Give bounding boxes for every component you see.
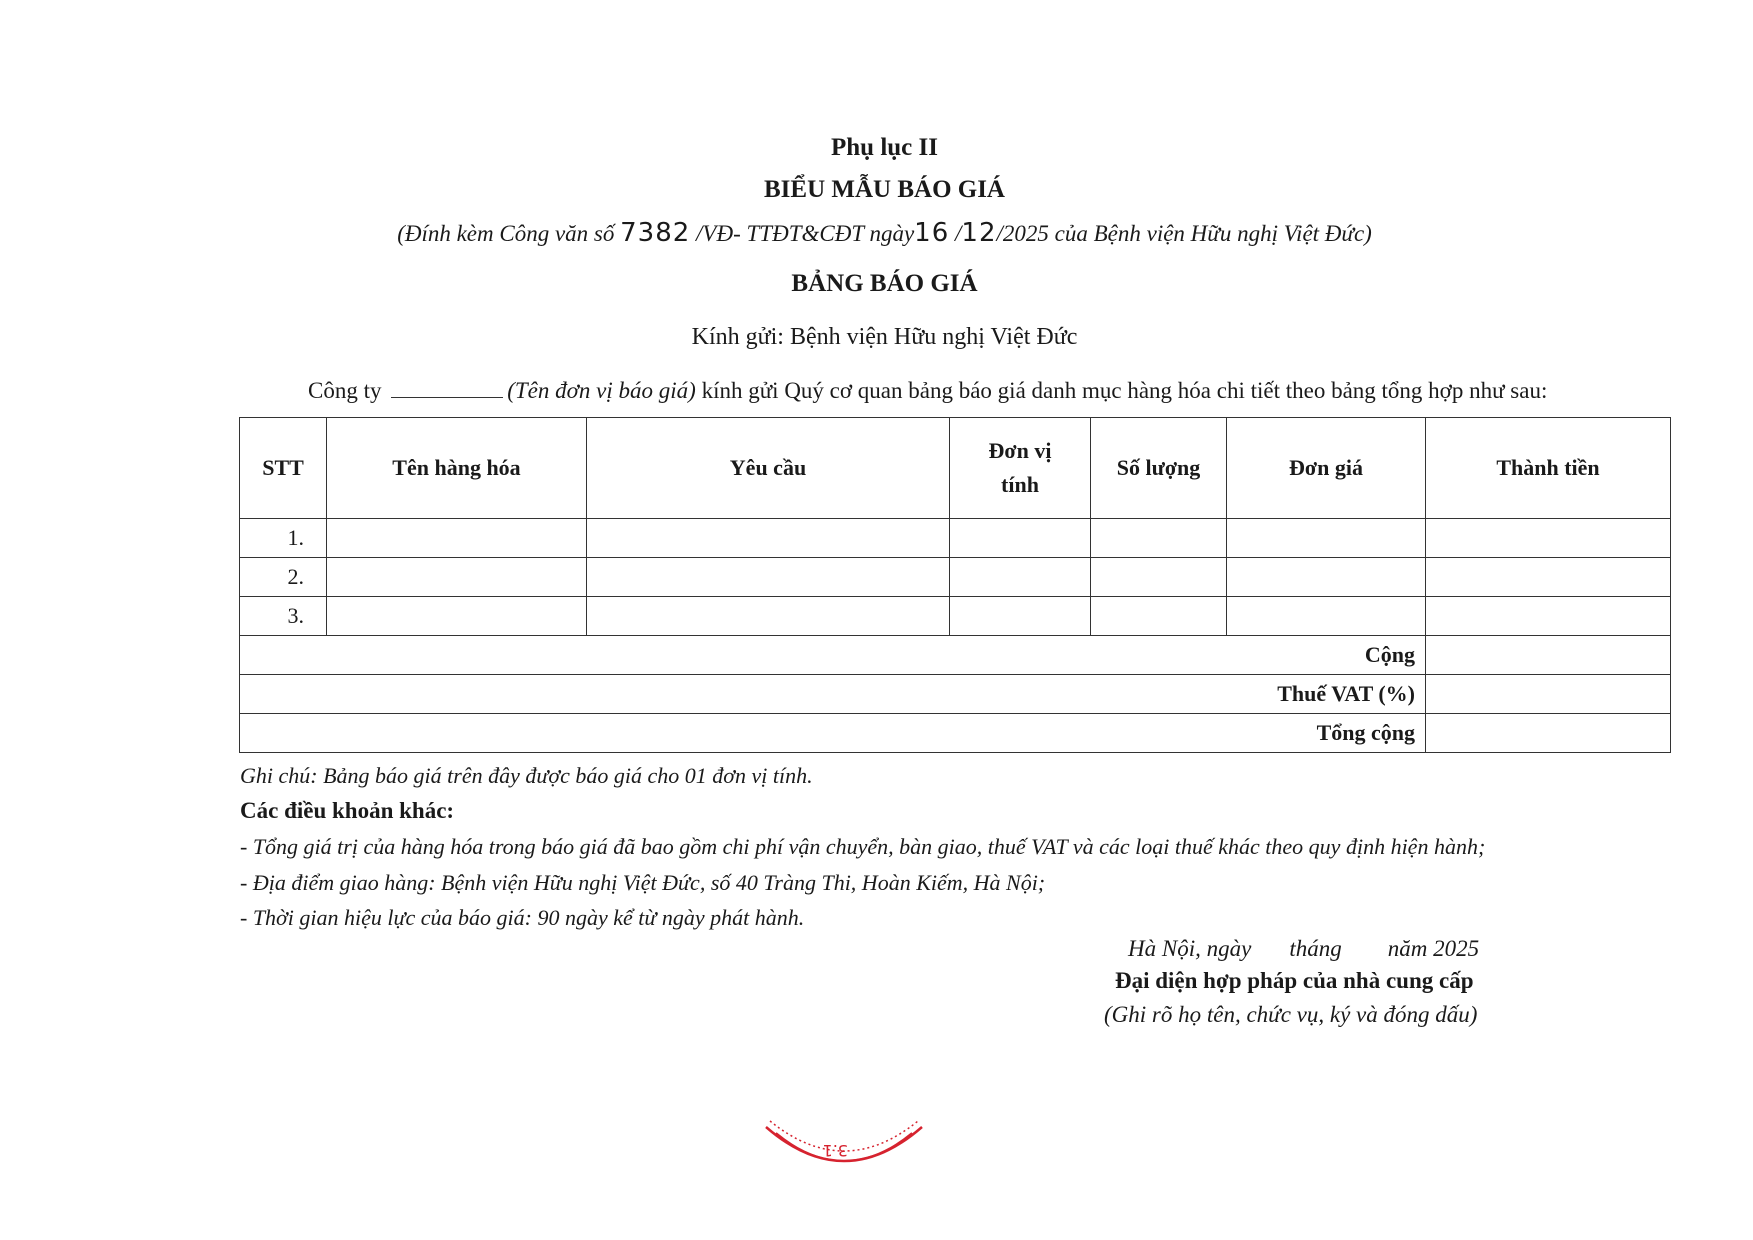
table-row	[240, 597, 1671, 636]
header-unit	[950, 418, 1091, 519]
intro-paragraph	[308, 378, 1547, 404]
term-item: - Địa điểm giao hàng: Bệnh viện Hữu nghị Việt Đức, số 40 Tràng Thi, Hoàn Kiếm, Hà Nội;	[240, 870, 1046, 895]
cell-requirement[interactable]	[587, 519, 950, 558]
header-stt: STT	[240, 418, 327, 519]
form-title: BIỂU MẪU BÁO GIÁ	[764, 176, 1005, 203]
total-row	[240, 714, 1671, 753]
handwritten-doc-number: 7382	[620, 218, 691, 248]
cell-amount[interactable]	[1426, 519, 1671, 558]
cell-quantity[interactable]	[1091, 558, 1227, 597]
handwritten-month: 12	[961, 218, 997, 248]
cell-unit[interactable]	[950, 597, 1091, 636]
header-amount: Thành tiền	[1426, 418, 1671, 519]
header-unit-line2: tính	[1001, 472, 1039, 497]
header-quantity: Số lượng	[1091, 418, 1227, 519]
term-item: - Thời gian hiệu lực của báo giá: 90 ngày kể từ ngày phát hành.	[240, 905, 805, 930]
total-value[interactable]	[1426, 714, 1671, 753]
cell-name[interactable]	[327, 519, 587, 558]
stamp-text: 3.1	[822, 1141, 848, 1160]
addressee: Kính gửi: Bệnh viện Hữu nghị Việt Đức	[691, 324, 1078, 350]
table-header-row	[240, 418, 1671, 519]
cell-amount[interactable]	[1426, 558, 1671, 597]
table-note: Ghi chú: Bảng báo giá trên đây được báo giá cho 01 đơn vị tính.	[240, 763, 813, 788]
cell-name[interactable]	[327, 558, 587, 597]
cell-unit-price[interactable]	[1227, 519, 1426, 558]
cell-amount[interactable]	[1426, 597, 1671, 636]
total-label: Tổng cộng	[240, 714, 1426, 753]
attached-suffix: /2025 của Bệnh viện Hữu nghị Việt Đức)	[996, 221, 1372, 246]
cell-quantity[interactable]	[1091, 597, 1227, 636]
terms-heading: Các điều khoản khác:	[240, 798, 455, 823]
subtotal-label: Cộng	[240, 636, 1426, 675]
row-stt: 1.	[240, 519, 327, 558]
intro-italic: (Tên đơn vị báo giá)	[507, 378, 696, 403]
cell-unit[interactable]	[950, 519, 1091, 558]
vat-value[interactable]	[1426, 675, 1671, 714]
quote-title: BẢNG BÁO GIÁ	[791, 270, 978, 297]
handwritten-day: 16	[914, 218, 950, 248]
attached-reference	[8, 218, 1753, 248]
red-stamp-fragment	[754, 1115, 934, 1195]
row-stt: 2.	[240, 558, 327, 597]
appendix-title: Phụ lục II	[831, 134, 938, 161]
vat-label: Thuế VAT (%)	[240, 675, 1426, 714]
quotation-table	[239, 417, 1671, 753]
header-name: Tên hàng hóa	[327, 418, 587, 519]
cell-requirement[interactable]	[587, 558, 950, 597]
header-unit-line1: Đơn vị	[988, 438, 1052, 463]
cell-unit[interactable]	[950, 558, 1091, 597]
attached-slash: /	[949, 221, 962, 246]
subtotal-row	[240, 636, 1671, 675]
company-blank-line	[391, 396, 503, 398]
term-item: - Tổng giá trị của hàng hóa trong báo giá đã bao gồm chi phí vận chuyển, bàn giao, thuế VAT và các loại thuế khác theo quy định hiện hành;	[240, 834, 1486, 859]
attached-mid: /VĐ- TTĐT&CĐT ngày	[690, 221, 915, 246]
intro-suffix: kính gửi Quý cơ quan bảng báo giá danh mục hàng hóa chi tiết theo bảng tổng hợp như sau:	[695, 378, 1548, 403]
signer-title: Đại diện hợp pháp của nhà cung cấp	[1115, 968, 1474, 993]
attached-prefix: (Đính kèm Công văn số	[397, 221, 621, 246]
row-stt: 3.	[240, 597, 327, 636]
table-row	[240, 519, 1671, 558]
table-row	[240, 558, 1671, 597]
cell-name[interactable]	[327, 597, 587, 636]
header-unit-price: Đơn giá	[1227, 418, 1426, 519]
subtotal-value[interactable]	[1426, 636, 1671, 675]
place-date	[1128, 936, 1479, 962]
place-day: Hà Nội, ngày	[1128, 936, 1252, 961]
vat-row	[240, 675, 1671, 714]
cell-requirement[interactable]	[587, 597, 950, 636]
cell-unit-price[interactable]	[1227, 558, 1426, 597]
header-requirement: Yêu cầu	[587, 418, 950, 519]
date-month: tháng	[1289, 936, 1342, 961]
signature-note: (Ghi rõ họ tên, chức vụ, ký và đóng dấu)	[1104, 1002, 1478, 1027]
intro-prefix: Công ty	[308, 378, 388, 403]
date-year: năm 2025	[1387, 936, 1480, 961]
cell-quantity[interactable]	[1091, 519, 1227, 558]
cell-unit-price[interactable]	[1227, 597, 1426, 636]
